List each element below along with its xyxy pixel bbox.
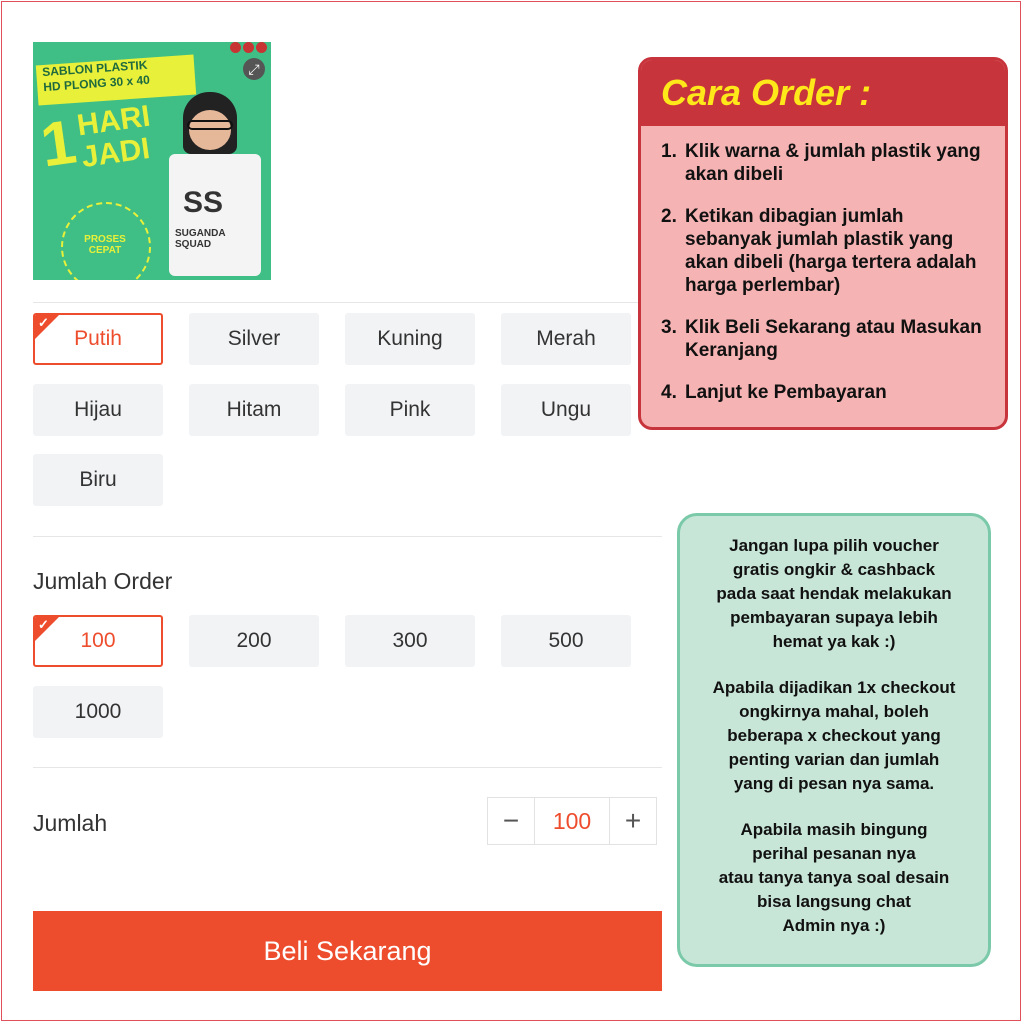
- check-icon: ✓: [38, 617, 49, 632]
- person-face: [189, 110, 231, 150]
- glasses-icon: [187, 120, 233, 130]
- product-image[interactable]: [33, 42, 271, 280]
- bag-logo: SS: [183, 186, 224, 219]
- banner-line2: HD PLONG 30 x 40: [42, 72, 151, 95]
- image-banner: [36, 55, 196, 106]
- option-label: Ungu: [540, 398, 592, 421]
- option-label: 200: [236, 629, 272, 652]
- divider: [33, 536, 662, 537]
- headline-line1: HARI: [75, 99, 153, 143]
- order-step: 2. Ketikan dibagian jumlah sebanyak jumlah plastik yang akan dibeli (harga tertera adalah harga perlembar): [661, 206, 977, 296]
- bag-text: SUGANDA SQUAD: [175, 228, 226, 250]
- headline-number: 1: [36, 107, 81, 181]
- divider: [33, 767, 662, 768]
- color-option-silver[interactable]: [189, 313, 319, 365]
- divider: [33, 302, 662, 303]
- option-label: 100: [80, 629, 116, 652]
- color-option-hijau[interactable]: [33, 384, 163, 436]
- note-voucher: Jangan lupa pilih voucher gratis ongkir & cashback pada saat hendak melakukan pembayaran supaya lebih hemat ya kak :): [716, 536, 952, 651]
- color-option-putih[interactable]: [33, 313, 163, 365]
- shop-badges: [230, 42, 267, 53]
- banner-line1: SABLON PLASTIK: [41, 57, 148, 80]
- option-label: Kuning: [377, 327, 443, 350]
- option-label: Putih: [74, 327, 122, 350]
- plastic-bag: [169, 154, 261, 276]
- option-label: Hijau: [74, 398, 122, 421]
- color-option-pink[interactable]: [345, 384, 475, 436]
- option-label: Hitam: [226, 398, 282, 421]
- option-label: 300: [392, 629, 428, 652]
- check-icon: ✓: [38, 315, 49, 330]
- minus-button[interactable]: −: [502, 805, 520, 836]
- buy-now-button[interactable]: Beli Sekarang: [33, 911, 662, 991]
- expand-icon[interactable]: ⤢: [243, 58, 265, 80]
- quantity-stepper: [487, 797, 657, 845]
- order-instructions-title: Cara Order :: [661, 72, 872, 113]
- order-qty-option-200[interactable]: [189, 615, 319, 667]
- order-step: 3. Klik Beli Sekarang atau Masukan Keranjang: [661, 317, 982, 361]
- order-qty-option-500[interactable]: [501, 615, 631, 667]
- color-option-hitam[interactable]: [189, 384, 319, 436]
- option-label: Biru: [79, 468, 117, 491]
- color-option-biru[interactable]: [33, 454, 163, 506]
- order-steps: [641, 126, 1005, 404]
- order-qty-option-100[interactable]: [33, 615, 163, 667]
- color-option-ungu[interactable]: [501, 384, 631, 436]
- order-instructions-panel: [638, 57, 1008, 430]
- option-label: Merah: [536, 327, 596, 350]
- badge-text: PROSES CEPAT: [84, 234, 126, 256]
- option-label: 1000: [74, 700, 122, 723]
- guarantee-badge: [61, 202, 151, 280]
- color-option-merah[interactable]: [501, 313, 631, 365]
- note-panel: [677, 513, 991, 967]
- note-checkout: Apabila dijadikan 1x checkout ongkirnya mahal, boleh beberapa x checkout yang penting varian dan jumlah yang di pesan nya sama.: [712, 678, 956, 793]
- note-contact-admin: Apabila masih bingung perihal pesanan nya atau tanya tanya soal desain bisa langsung chat Admin nya :): [718, 820, 950, 935]
- order-qty-option-1000[interactable]: [33, 686, 163, 738]
- quantity-label: Jumlah: [33, 810, 108, 836]
- order-qty-label: Jumlah Order: [33, 568, 173, 594]
- image-headline: [37, 101, 157, 180]
- plus-button[interactable]: +: [624, 805, 642, 836]
- order-instructions-header: [641, 60, 1005, 126]
- order-step: 4. Lanjut ke Pembayaran: [661, 382, 887, 403]
- option-label: Silver: [227, 327, 281, 350]
- order-step: 1. Klik warna & jumlah plastik yang akan dibeli: [661, 141, 981, 185]
- color-option-kuning[interactable]: [345, 313, 475, 365]
- option-label: Pink: [389, 398, 431, 421]
- quantity-input[interactable]: 100: [534, 798, 610, 844]
- option-label: 500: [548, 629, 584, 652]
- order-qty-option-300[interactable]: [345, 615, 475, 667]
- headline-line2: JADI: [79, 131, 152, 175]
